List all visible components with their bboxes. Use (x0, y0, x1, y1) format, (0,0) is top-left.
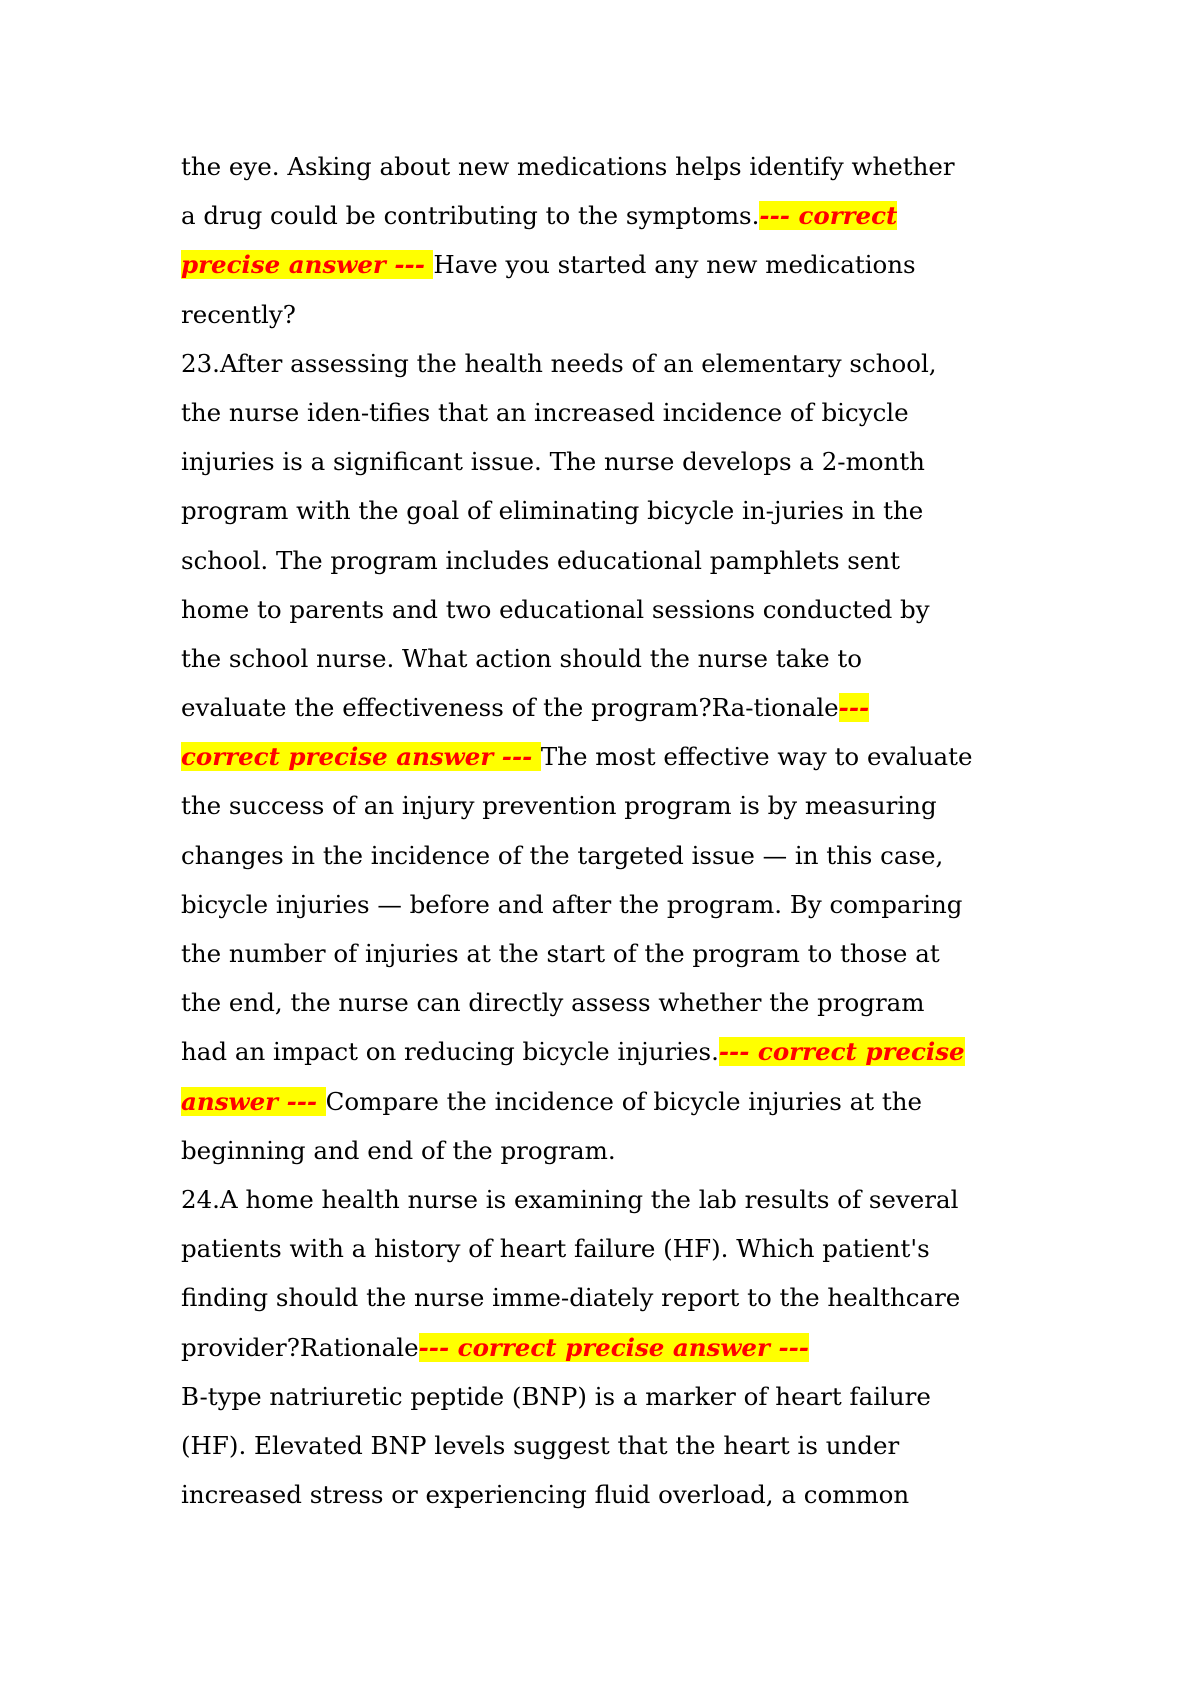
text-segment: school. The program includes educational pamphlets sent (181, 545, 901, 575)
text-segment: patients with a history of heart failure (HF). Which patient's (181, 1234, 930, 1264)
text-segment: finding should the nurse imme-diately report to the healthcare (181, 1283, 961, 1313)
text-line (181, 1175, 1021, 1224)
text-line (181, 240, 1021, 289)
text-line (181, 290, 1021, 339)
text-line (181, 634, 1021, 683)
text-line (181, 388, 1021, 437)
text-segment: a drug could be contributing to the symptoms. (181, 201, 760, 231)
text-segment: home to parents and two educational sessions conducted by (181, 594, 930, 624)
text-segment: 24.A home health nurse is examining the lab results of several (181, 1184, 959, 1214)
highlighted-answer-marker: answer --- (181, 1086, 326, 1116)
text-line (181, 437, 1021, 486)
text-line (181, 880, 1021, 929)
text-segment: recently? (181, 299, 296, 329)
text-segment: the success of an injury prevention program is by measuring (181, 791, 937, 821)
highlighted-answer-marker: --- correct (759, 201, 898, 231)
text-line (181, 1224, 1021, 1273)
highlighted-answer-marker: --- correct precise (718, 1037, 965, 1067)
text-segment: injuries is a significant issue. The nurse develops a 2-month (181, 447, 925, 477)
text-line (181, 339, 1021, 388)
text-line (181, 1077, 1021, 1126)
text-line (181, 1273, 1021, 1322)
text-segment: program with the goal of eliminating bicycle in-juries in the (181, 496, 924, 526)
text-line (181, 191, 1021, 240)
highlighted-answer-marker: correct precise answer --- (181, 742, 541, 772)
text-segment: B-type natriuretic peptide (BNP) is a marker of heart failure (181, 1381, 931, 1411)
highlighted-answer-marker: --- correct precise answer --- (418, 1332, 809, 1362)
text-line (181, 1421, 1021, 1470)
text-segment: provider?Rationale (181, 1332, 419, 1362)
text-segment: bicycle injuries — before and after the program. By comparing (181, 889, 963, 919)
text-segment: the eye. Asking about new medications helps identify whether (181, 152, 955, 181)
text-line (181, 1470, 1021, 1519)
text-line (181, 1372, 1021, 1421)
highlighted-answer-marker: precise answer --- (181, 250, 434, 280)
text-segment: the number of injuries at the start of the program to those at (181, 939, 940, 968)
text-segment: the school nurse. What action should the nurse take to (181, 643, 862, 673)
text-line (181, 1126, 1021, 1175)
text-line (181, 142, 1021, 191)
text-segment: had an impact on reducing bicycle injuries. (181, 1037, 719, 1067)
text-line (181, 1323, 1021, 1372)
text-line (181, 683, 1021, 732)
text-segment: 23.After assessing the health needs of an elementary school, (181, 348, 937, 378)
text-segment: Compare the incidence of bicycle injuries at the (325, 1086, 923, 1116)
text-segment: Have you started any new medications (433, 250, 916, 280)
text-segment: increased stress or experiencing fluid overload, a common (181, 1480, 910, 1510)
text-segment: (HF). Elevated BNP levels suggest that the heart is under (181, 1430, 900, 1460)
highlighted-answer-marker: --- (838, 693, 870, 723)
text-line (181, 978, 1021, 1027)
text-line (181, 536, 1021, 585)
text-segment: changes in the incidence of the targeted issue — in this case, (181, 840, 944, 870)
text-line (181, 486, 1021, 535)
text-line (181, 732, 1021, 781)
text-segment: beginning and end of the program. (181, 1135, 616, 1165)
document-text (181, 142, 1021, 1519)
text-segment: evaluate the effectiveness of the program?Ra-tionale (181, 693, 839, 723)
text-line (181, 929, 1021, 978)
text-line (181, 831, 1021, 880)
text-segment: the nurse iden-tifies that an increased incidence of bicycle (181, 397, 909, 427)
text-line (181, 585, 1021, 634)
text-segment: the end, the nurse can directly assess whether the program (181, 988, 925, 1018)
text-segment: The most effective way to evaluate (540, 742, 973, 772)
text-line (181, 781, 1021, 830)
text-line (181, 1027, 1021, 1076)
